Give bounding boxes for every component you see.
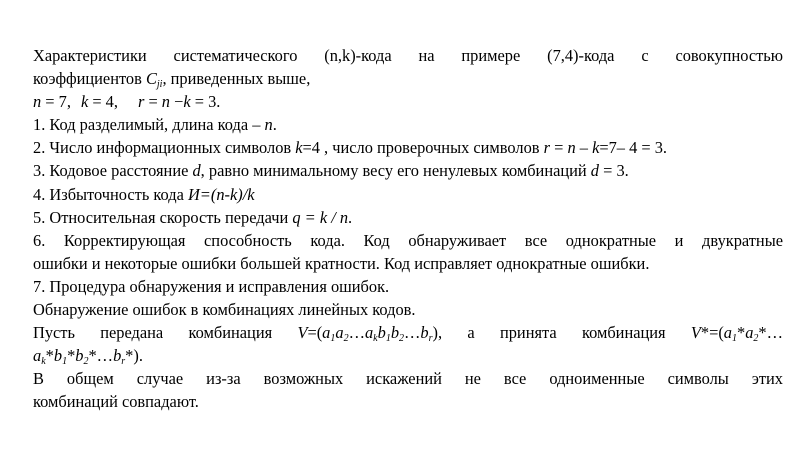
final-line-2: комбинаций совпадают.: [33, 392, 199, 412]
item-4-text: 4. Избыточность кода: [33, 184, 188, 204]
t-V: V: [297, 323, 308, 343]
item-5-end: .: [348, 207, 353, 227]
t-s2: 2: [343, 333, 349, 345]
coef-symbol: [145, 69, 163, 91]
item-4: [33, 183, 783, 206]
t-sr: r: [428, 333, 433, 345]
intro-line-2: [33, 67, 783, 90]
intro-line-1: Характеристики систематического (n,k)-кода на примере (7,4)-кода с совокупностью: [33, 46, 783, 65]
transmitted-combination: [297, 323, 443, 345]
param-r: r: [137, 92, 145, 112]
item-3-d2: d: [590, 161, 599, 181]
r-ak: a: [33, 346, 42, 366]
t-s1: 1: [330, 333, 336, 345]
r-b2: b: [75, 346, 84, 366]
intro-text-end: , приведенных выше,: [162, 69, 311, 89]
param-r-value: = 3.: [190, 92, 221, 112]
item-7: 7. Процедура обнаружения и исправления ошибок.: [33, 276, 390, 296]
received-combination-start: [690, 323, 783, 345]
r-a2: a: [745, 323, 754, 343]
r-s2: 2: [753, 333, 759, 345]
item-2-text: 2. Число информационных символов: [33, 138, 296, 158]
item-6-line-2: ошибки и некоторые ошибки большей кратности. Код исправляет однократные ошибки.: [33, 253, 650, 273]
param-r-eq: =: [144, 92, 162, 112]
item-2: [33, 136, 783, 159]
received-combination-end: [33, 346, 143, 368]
r-V: V: [690, 323, 701, 343]
item-2-dash: –: [575, 138, 593, 158]
transmit-text: Пусть передана комбинация: [33, 323, 298, 343]
r-close: ).: [133, 346, 143, 366]
item-3-d: d: [192, 161, 201, 181]
r-sb2: 2: [83, 356, 89, 368]
r-stb1: *: [67, 346, 76, 366]
item-2-k: k: [295, 138, 303, 158]
t-dots2: …: [404, 323, 421, 343]
r-br: b: [113, 346, 122, 366]
item-5: [33, 206, 783, 229]
param-n: n: [33, 92, 42, 112]
param-r-minus: −: [170, 92, 184, 112]
item-5-formula: q = k / n: [292, 207, 349, 227]
item-3-mid: , равно минимальному весу его ненулевых комбинаций: [200, 161, 591, 181]
t-close: ),: [432, 323, 443, 343]
r-dots2: …: [96, 346, 114, 366]
r-sr: r: [121, 356, 126, 368]
param-k-value: = 4,: [88, 92, 118, 112]
intro-text: коэффициентов: [33, 69, 146, 89]
t-br: b: [420, 323, 429, 343]
r-a1: a: [723, 323, 732, 343]
slide-content: [33, 44, 783, 414]
final-line-1: В общем случае из-за возможных искажений не все одноименные символы этих: [33, 369, 783, 389]
coef-subscript: ji: [156, 79, 163, 91]
t-b2: b: [390, 323, 400, 343]
detect-title: Обнаружение ошибок в комбинациях линейных кодов.: [33, 300, 416, 320]
item-6: [33, 229, 783, 275]
t-a2: a: [335, 323, 344, 343]
item-2-mid: =4 , число проверочных символов: [302, 138, 544, 158]
param-r-k: k: [183, 92, 191, 112]
r-st2: *: [758, 323, 767, 343]
t-ak: a: [364, 323, 374, 343]
t-sb2: 2: [399, 333, 405, 345]
item-2-k2: k: [592, 138, 600, 158]
item-3-end: = 3.: [599, 161, 629, 181]
item-2-end: =7– 4 = 3.: [599, 138, 668, 158]
r-sk: k: [41, 356, 46, 368]
item-1-text: 1. Код разделимый, длина кода –: [33, 115, 265, 135]
t-b1: b: [377, 323, 386, 343]
item-2-n: n: [567, 138, 576, 158]
transmit-mid: а принята комбинация: [467, 323, 691, 343]
r-stk: *: [45, 346, 54, 366]
item-1: [33, 113, 783, 136]
code-params: [33, 90, 783, 113]
param-r-n: n: [161, 92, 170, 112]
item-4-formula: И=(n-k)/k: [187, 184, 255, 204]
r-stb2: *: [88, 346, 97, 366]
param-k: k: [80, 92, 89, 112]
r-star: *=(: [700, 323, 724, 343]
item-3: [33, 159, 783, 182]
item-2-eq: =: [550, 138, 568, 158]
transmit-line-2: [33, 344, 783, 367]
r-b1: b: [53, 346, 63, 366]
t-a1: a: [322, 323, 331, 343]
r-s1: 1: [732, 333, 737, 345]
param-n-value: = 7,: [41, 92, 71, 112]
intro-paragraph: [33, 44, 783, 90]
item-1-n: n: [264, 115, 273, 135]
item-6-line-1: 6. Корректирующая способность кода. Код обнаруживает все однократные и двукратные: [33, 230, 783, 250]
final-paragraph: [33, 367, 783, 413]
transmit-paragraph: [33, 321, 783, 367]
coef-letter: C: [145, 69, 157, 89]
t-sb1: 1: [385, 333, 391, 345]
item-2-r: r: [543, 138, 551, 158]
t-eq: =(: [307, 323, 323, 343]
t-dots1: …: [348, 323, 365, 343]
item-5-text: 5. Относительная скорость передачи: [33, 207, 293, 227]
transmit-line-1: [33, 321, 783, 344]
r-sb1: 1: [62, 356, 68, 368]
r-st1: *: [737, 323, 746, 343]
t-sk: k: [373, 333, 378, 345]
r-dots1: …: [766, 323, 783, 343]
item-3-text: 3. Кодовое расстояние: [33, 161, 193, 181]
r-str: *: [125, 346, 134, 366]
item-1-end: .: [272, 115, 277, 135]
